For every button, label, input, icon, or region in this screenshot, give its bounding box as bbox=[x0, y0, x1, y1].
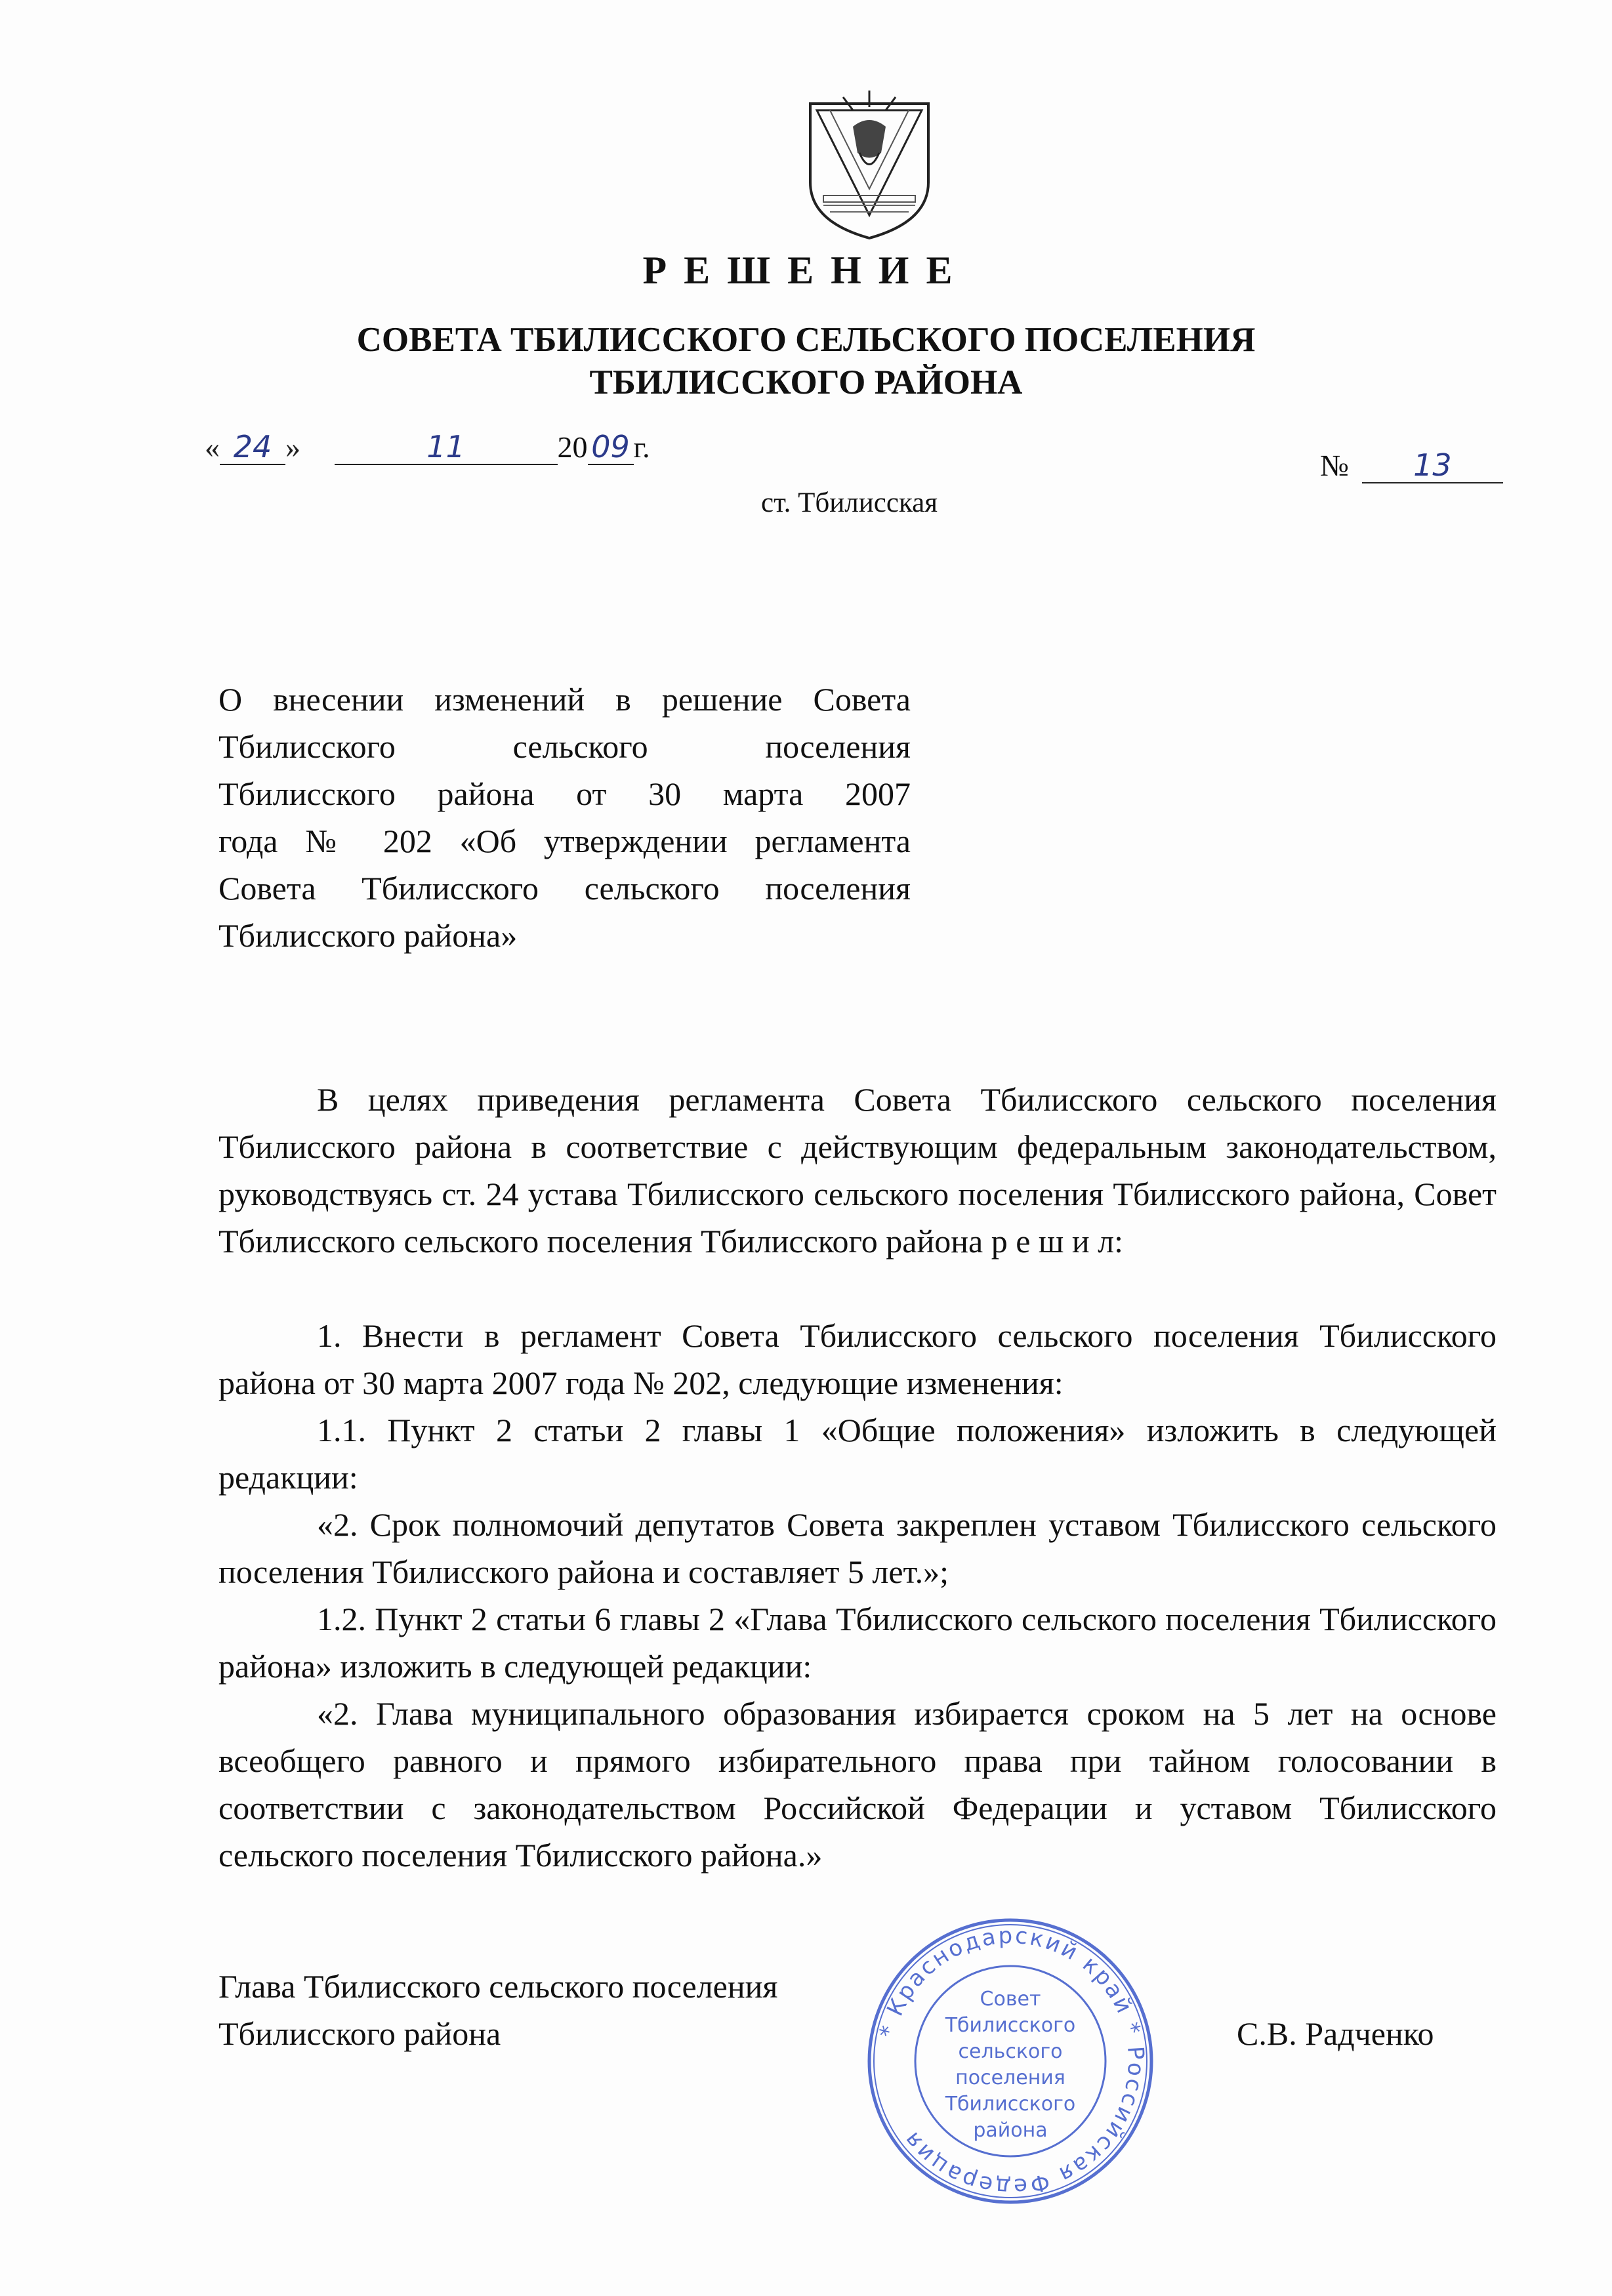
svg-text:Тбилисского: Тбилисского bbox=[945, 2014, 1076, 2037]
date-open-quote: « bbox=[205, 430, 220, 464]
document-title: РЕШЕНИЕ bbox=[642, 249, 970, 292]
svg-text:района: района bbox=[973, 2119, 1048, 2142]
coat-of-arms-icon bbox=[804, 91, 935, 241]
position-line-2: Тбилисского района bbox=[218, 2015, 501, 2052]
date-day: 24 bbox=[220, 430, 285, 465]
council-name-line2: ТБИЛИССКОГО РАЙОНА bbox=[589, 363, 1023, 401]
svg-text:Совет: Совет bbox=[980, 1988, 1041, 2011]
number-value: 13 bbox=[1362, 449, 1503, 483]
date-close-quote: » bbox=[285, 430, 300, 464]
decision-number bbox=[1320, 448, 1503, 483]
subject-line: Тбилисского района от 30 марта 2007 bbox=[218, 775, 911, 812]
council-name-line1: СОВЕТА ТБИЛИССКОГО СЕЛЬСКОГО ПОСЕЛЕНИЯ bbox=[356, 321, 1256, 359]
position-line-1: Глава Тбилисского сельского поселения bbox=[218, 1968, 778, 2005]
item-1-2-paragraph: 1.2. Пункт 2 статьи 6 главы 2 «Глава Тбилисского сельского поселения Тбилисского района» изложить в следующей редакции: bbox=[218, 1601, 1497, 1685]
decision-subject bbox=[218, 676, 911, 959]
item-1-2-text-paragraph: «2. Глава муниципального образования избирается сроком на 5 лет на основе всеобщего равного и прямого избирательного права при тайном голосовании в соответствии с законодательством Российской Федерации и уставом Тбилисского сельского поселения Тбилисского района.» bbox=[218, 1695, 1497, 1874]
subject-line: года № 202 «Об утверждении регламента bbox=[218, 823, 911, 859]
preamble-paragraph: В целях приведения регламента Совета Тбилисского сельского поселения Тбилисского района в соответствие с действующим федеральным законодательством, руководствуясь ст. 24 устава Тбилисского сельского поселения Тбилисского района, Совет Тбилисского сельского поселения Тбилисского района р е ш и л: bbox=[218, 1081, 1497, 1260]
date-year-suffix: 09 bbox=[588, 430, 634, 465]
subject-line: Тбилисского района» bbox=[218, 917, 518, 954]
subject-line: Совета Тбилисского сельского поселения bbox=[218, 870, 911, 907]
official-stamp bbox=[859, 1910, 1161, 2212]
svg-text:* Краснодарский край * Российс: * Краснодарский край * Российская Федерация bbox=[874, 1922, 1149, 2200]
subject-line: Тбилисского сельского поселения bbox=[218, 728, 911, 765]
date-year-unit: г. bbox=[633, 430, 650, 464]
date-year-prefix: 20 bbox=[557, 430, 588, 464]
number-label: № bbox=[1320, 449, 1349, 482]
place-of-issue: ст. Тбилисская bbox=[761, 487, 938, 518]
signatory-position bbox=[218, 1963, 777, 2057]
item-1-paragraph: 1. Внести в регламент Совета Тбилисского сельского поселения Тбилисского района от 30 марта 2007 года № 202, следующие изменения: bbox=[218, 1317, 1497, 1401]
item-1-1-paragraph: 1.1. Пункт 2 статьи 2 главы 1 «Общие положения» изложить в следующей редакции: bbox=[218, 1412, 1497, 1496]
subject-line: О внесении изменений в решение Совета bbox=[218, 681, 911, 718]
svg-text:поселения: поселения bbox=[955, 2066, 1065, 2089]
signatory-name: С.В. Радченко bbox=[1237, 2015, 1434, 2052]
decision-date bbox=[205, 430, 650, 465]
svg-text:Тбилисского: Тбилисского bbox=[945, 2093, 1076, 2116]
date-month: 11 bbox=[335, 430, 558, 465]
decision-body bbox=[218, 1076, 1497, 1879]
item-1-1-text-paragraph: «2. Срок полномочий депутатов Совета закреплен уставом Тбилисского сельского поселения Тбилисского района и составляет 5 лет.»; bbox=[218, 1506, 1497, 1590]
svg-text:сельского: сельского bbox=[958, 2040, 1063, 2063]
